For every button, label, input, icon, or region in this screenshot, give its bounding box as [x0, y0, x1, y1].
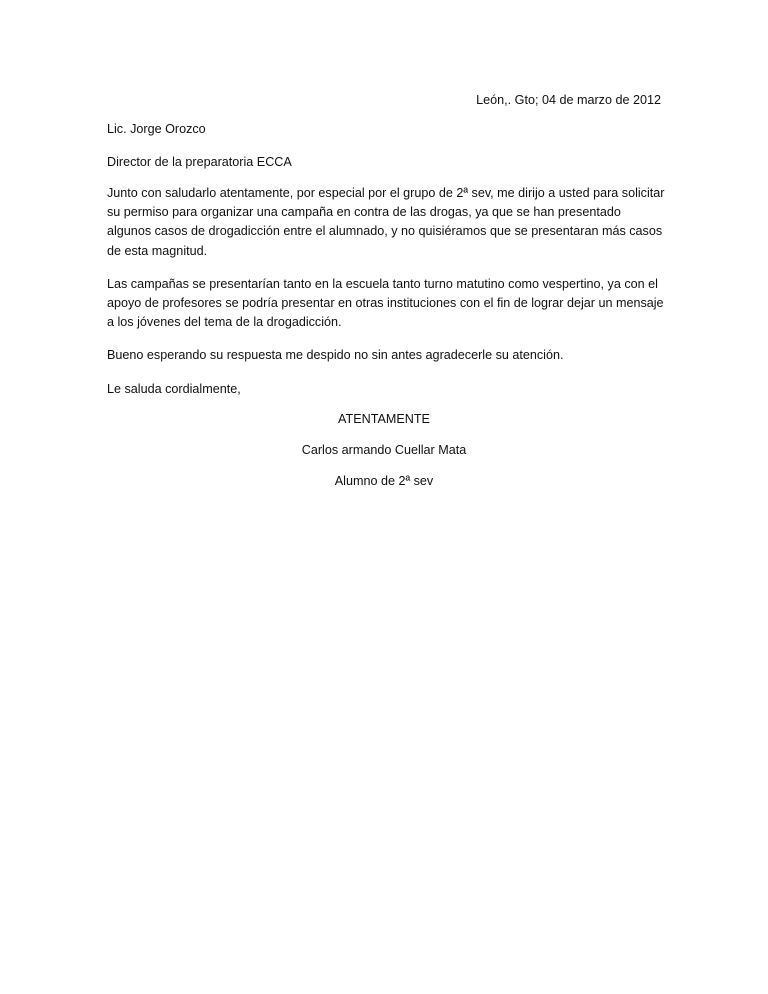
recipient-title: Director de la preparatoria ECCA — [107, 155, 292, 169]
closing-line: Le saluda cordialmente, — [107, 382, 241, 396]
letter-paragraph-1: Junto con saludarlo atentamente, por especial por el grupo de 2ª sev, me dirijo a usted para solicitar su permiso para organizar una campaña en contra de las drogas, ya que se han presentado algunos casos de drogadicción entre el alumnado, y no quisiéramos que se presentaran más casos de esta magnitud. — [107, 186, 665, 258]
recipient-name: Lic. Jorge Orozco — [107, 122, 206, 136]
letter-paragraph-2: Las campañas se presentarían tanto en la escuela tanto turno matutino como vespertino, ya con el apoyo de profesores se podría presentar en otras instituciones con el fin de lograr dejar un mensaje a los jóvenes del tema de la drogadicción. — [107, 277, 664, 330]
letter-paragraph-3: Bueno esperando su respuesta me despido no sin antes agradecerle su atención. — [107, 348, 564, 362]
letter-date: León,. Gto; 04 de marzo de 2012 — [476, 93, 661, 107]
signature-salutation: ATENTAMENTE — [338, 412, 430, 426]
signature-name: Carlos armando Cuellar Mata — [301, 443, 467, 457]
signature-role: Alumno de 2ª sev — [334, 474, 434, 488]
